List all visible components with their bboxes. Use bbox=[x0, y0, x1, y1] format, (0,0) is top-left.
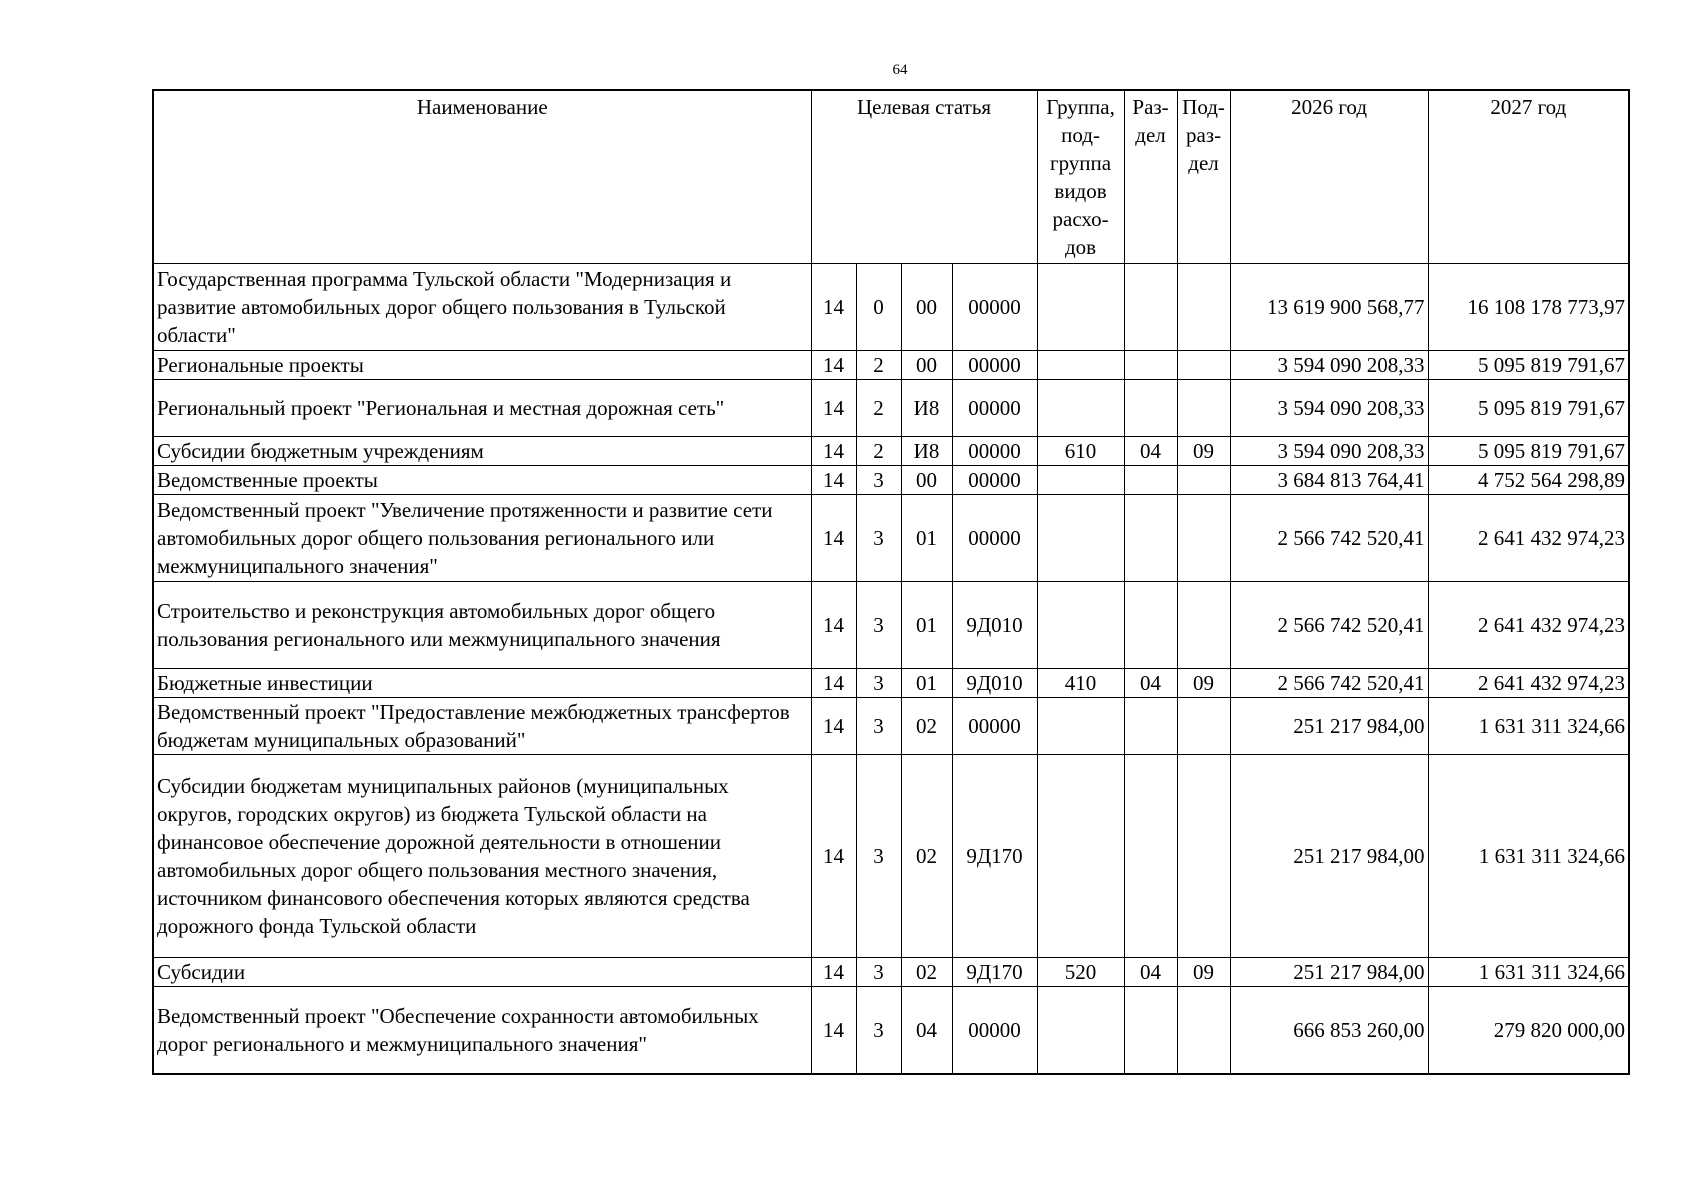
amount-2027: 5 095 819 791,67 bbox=[1428, 350, 1629, 379]
code-project: 00 bbox=[901, 350, 952, 379]
code-direction: 9Д010 bbox=[952, 668, 1037, 697]
code-direction: 9Д010 bbox=[952, 581, 1037, 668]
subsection bbox=[1177, 263, 1230, 350]
amount-2026: 251 217 984,00 bbox=[1230, 697, 1428, 754]
code-direction: 00000 bbox=[952, 494, 1037, 581]
code-project: 00 bbox=[901, 263, 952, 350]
header-section: Раз-дел bbox=[1124, 90, 1177, 263]
code-subprogram: 3 bbox=[856, 697, 901, 754]
section bbox=[1124, 465, 1177, 494]
row-name: Ведомственный проект "Обеспечение сохранности автомобильных дорог регионального и межмуниципального значения" bbox=[153, 986, 811, 1074]
table-row bbox=[153, 436, 1629, 465]
subsection bbox=[1177, 379, 1230, 436]
code-direction: 9Д170 bbox=[952, 957, 1037, 986]
amount-2027: 16 108 178 773,97 bbox=[1428, 263, 1629, 350]
code-program: 14 bbox=[811, 494, 856, 581]
amount-2026: 2 566 742 520,41 bbox=[1230, 581, 1428, 668]
code-subprogram: 3 bbox=[856, 754, 901, 957]
expense-group: 520 bbox=[1037, 957, 1124, 986]
amount-2027: 5 095 819 791,67 bbox=[1428, 436, 1629, 465]
header-2026: 2026 год bbox=[1230, 90, 1428, 263]
row-name: Государственная программа Тульской области "Модернизация и развитие автомобильных дорог общего пользования в Тульской области" bbox=[153, 263, 811, 350]
code-program: 14 bbox=[811, 350, 856, 379]
header-target: Целевая статья bbox=[811, 90, 1037, 263]
code-subprogram: 3 bbox=[856, 957, 901, 986]
row-name: Субсидии bbox=[153, 957, 811, 986]
amount-2026: 2 566 742 520,41 bbox=[1230, 668, 1428, 697]
expense-group bbox=[1037, 263, 1124, 350]
amount-2026: 3 684 813 764,41 bbox=[1230, 465, 1428, 494]
table-row bbox=[153, 263, 1629, 350]
table-row bbox=[153, 581, 1629, 668]
code-project: И8 bbox=[901, 436, 952, 465]
header-name: Наименование bbox=[153, 90, 811, 263]
code-subprogram: 3 bbox=[856, 986, 901, 1074]
amount-2027: 1 631 311 324,66 bbox=[1428, 697, 1629, 754]
code-direction: 00000 bbox=[952, 986, 1037, 1074]
expense-group: 610 bbox=[1037, 436, 1124, 465]
code-program: 14 bbox=[811, 754, 856, 957]
code-direction: 00000 bbox=[952, 697, 1037, 754]
expense-group bbox=[1037, 754, 1124, 957]
expense-group bbox=[1037, 465, 1124, 494]
code-program: 14 bbox=[811, 465, 856, 494]
subsection bbox=[1177, 697, 1230, 754]
code-program: 14 bbox=[811, 668, 856, 697]
header-2027: 2027 год bbox=[1428, 90, 1629, 263]
code-project: И8 bbox=[901, 379, 952, 436]
budget-table bbox=[152, 89, 1630, 1075]
row-name: Бюджетные инвестиции bbox=[153, 668, 811, 697]
section bbox=[1124, 263, 1177, 350]
code-project: 01 bbox=[901, 581, 952, 668]
amount-2026: 13 619 900 568,77 bbox=[1230, 263, 1428, 350]
amount-2026: 3 594 090 208,33 bbox=[1230, 436, 1428, 465]
subsection: 09 bbox=[1177, 668, 1230, 697]
amount-2027: 279 820 000,00 bbox=[1428, 986, 1629, 1074]
expense-group bbox=[1037, 379, 1124, 436]
code-direction: 00000 bbox=[952, 465, 1037, 494]
code-subprogram: 3 bbox=[856, 668, 901, 697]
amount-2026: 251 217 984,00 bbox=[1230, 754, 1428, 957]
code-direction: 00000 bbox=[952, 379, 1037, 436]
subsection bbox=[1177, 986, 1230, 1074]
code-project: 02 bbox=[901, 754, 952, 957]
amount-2027: 2 641 432 974,23 bbox=[1428, 581, 1629, 668]
section bbox=[1124, 494, 1177, 581]
expense-group bbox=[1037, 350, 1124, 379]
table-row bbox=[153, 668, 1629, 697]
amount-2026: 3 594 090 208,33 bbox=[1230, 379, 1428, 436]
amount-2026: 666 853 260,00 bbox=[1230, 986, 1428, 1074]
table-row bbox=[153, 465, 1629, 494]
code-subprogram: 0 bbox=[856, 263, 901, 350]
code-project: 04 bbox=[901, 986, 952, 1074]
section: 04 bbox=[1124, 668, 1177, 697]
header-subsection: Под-раз-дел bbox=[1177, 90, 1230, 263]
code-program: 14 bbox=[811, 697, 856, 754]
subsection bbox=[1177, 494, 1230, 581]
table-row bbox=[153, 957, 1629, 986]
code-program: 14 bbox=[811, 957, 856, 986]
section bbox=[1124, 697, 1177, 754]
subsection bbox=[1177, 581, 1230, 668]
table-row bbox=[153, 379, 1629, 436]
table-row bbox=[153, 350, 1629, 379]
amount-2026: 2 566 742 520,41 bbox=[1230, 494, 1428, 581]
code-program: 14 bbox=[811, 436, 856, 465]
page-number: 64 bbox=[892, 62, 908, 78]
subsection bbox=[1177, 465, 1230, 494]
code-project: 00 bbox=[901, 465, 952, 494]
expense-group bbox=[1037, 986, 1124, 1074]
code-subprogram: 2 bbox=[856, 379, 901, 436]
code-program: 14 bbox=[811, 581, 856, 668]
subsection bbox=[1177, 350, 1230, 379]
row-name: Ведомственный проект "Увеличение протяженности и развитие сети автомобильных дорог общего пользования регионального или межмуниципального значения" bbox=[153, 494, 811, 581]
code-project: 01 bbox=[901, 494, 952, 581]
table-row bbox=[153, 986, 1629, 1074]
section: 04 bbox=[1124, 436, 1177, 465]
table-row bbox=[153, 494, 1629, 581]
section: 04 bbox=[1124, 957, 1177, 986]
amount-2027: 5 095 819 791,67 bbox=[1428, 379, 1629, 436]
subsection: 09 bbox=[1177, 436, 1230, 465]
code-subprogram: 3 bbox=[856, 494, 901, 581]
amount-2027: 1 631 311 324,66 bbox=[1428, 754, 1629, 957]
code-program: 14 bbox=[811, 379, 856, 436]
header-group: Группа, под-группа видов расхо-дов bbox=[1037, 90, 1124, 263]
code-project: 02 bbox=[901, 957, 952, 986]
table-row bbox=[153, 754, 1629, 957]
amount-2027: 1 631 311 324,66 bbox=[1428, 957, 1629, 986]
expense-group bbox=[1037, 581, 1124, 668]
expense-group bbox=[1037, 494, 1124, 581]
amount-2026: 251 217 984,00 bbox=[1230, 957, 1428, 986]
code-program: 14 bbox=[811, 986, 856, 1074]
row-name: Субсидии бюджетам муниципальных районов (муниципальных округов, городских округов) из бюджета Тульской области на финансовое обеспечение дорожной деятельности в отношении автомобильных дорог общего пользования местного значения, источником финансового обеспечения которых являются средства дорожного фонда Тульской области bbox=[153, 754, 811, 957]
code-program: 14 bbox=[811, 263, 856, 350]
row-name: Строительство и реконструкция автомобильных дорог общего пользования регионального или межмуниципального значения bbox=[153, 581, 811, 668]
code-subprogram: 3 bbox=[856, 581, 901, 668]
subsection: 09 bbox=[1177, 957, 1230, 986]
code-subprogram: 3 bbox=[856, 465, 901, 494]
row-name: Ведомственные проекты bbox=[153, 465, 811, 494]
code-direction: 9Д170 bbox=[952, 754, 1037, 957]
table-row bbox=[153, 697, 1629, 754]
section bbox=[1124, 379, 1177, 436]
section bbox=[1124, 754, 1177, 957]
code-direction: 00000 bbox=[952, 436, 1037, 465]
section bbox=[1124, 350, 1177, 379]
amount-2027: 2 641 432 974,23 bbox=[1428, 668, 1629, 697]
row-name: Региональный проект "Региональная и местная дорожная сеть" bbox=[153, 379, 811, 436]
code-project: 02 bbox=[901, 697, 952, 754]
row-name: Субсидии бюджетным учреждениям bbox=[153, 436, 811, 465]
expense-group: 410 bbox=[1037, 668, 1124, 697]
code-direction: 00000 bbox=[952, 263, 1037, 350]
expense-group bbox=[1037, 697, 1124, 754]
section bbox=[1124, 581, 1177, 668]
amount-2027: 4 752 564 298,89 bbox=[1428, 465, 1629, 494]
row-name: Ведомственный проект "Предоставление межбюджетных трансфертов бюджетам муниципальных образований" bbox=[153, 697, 811, 754]
code-subprogram: 2 bbox=[856, 350, 901, 379]
row-name: Региональные проекты bbox=[153, 350, 811, 379]
section bbox=[1124, 986, 1177, 1074]
code-subprogram: 2 bbox=[856, 436, 901, 465]
amount-2026: 3 594 090 208,33 bbox=[1230, 350, 1428, 379]
code-direction: 00000 bbox=[952, 350, 1037, 379]
subsection bbox=[1177, 754, 1230, 957]
header-row bbox=[153, 90, 1629, 263]
code-project: 01 bbox=[901, 668, 952, 697]
amount-2027: 2 641 432 974,23 bbox=[1428, 494, 1629, 581]
